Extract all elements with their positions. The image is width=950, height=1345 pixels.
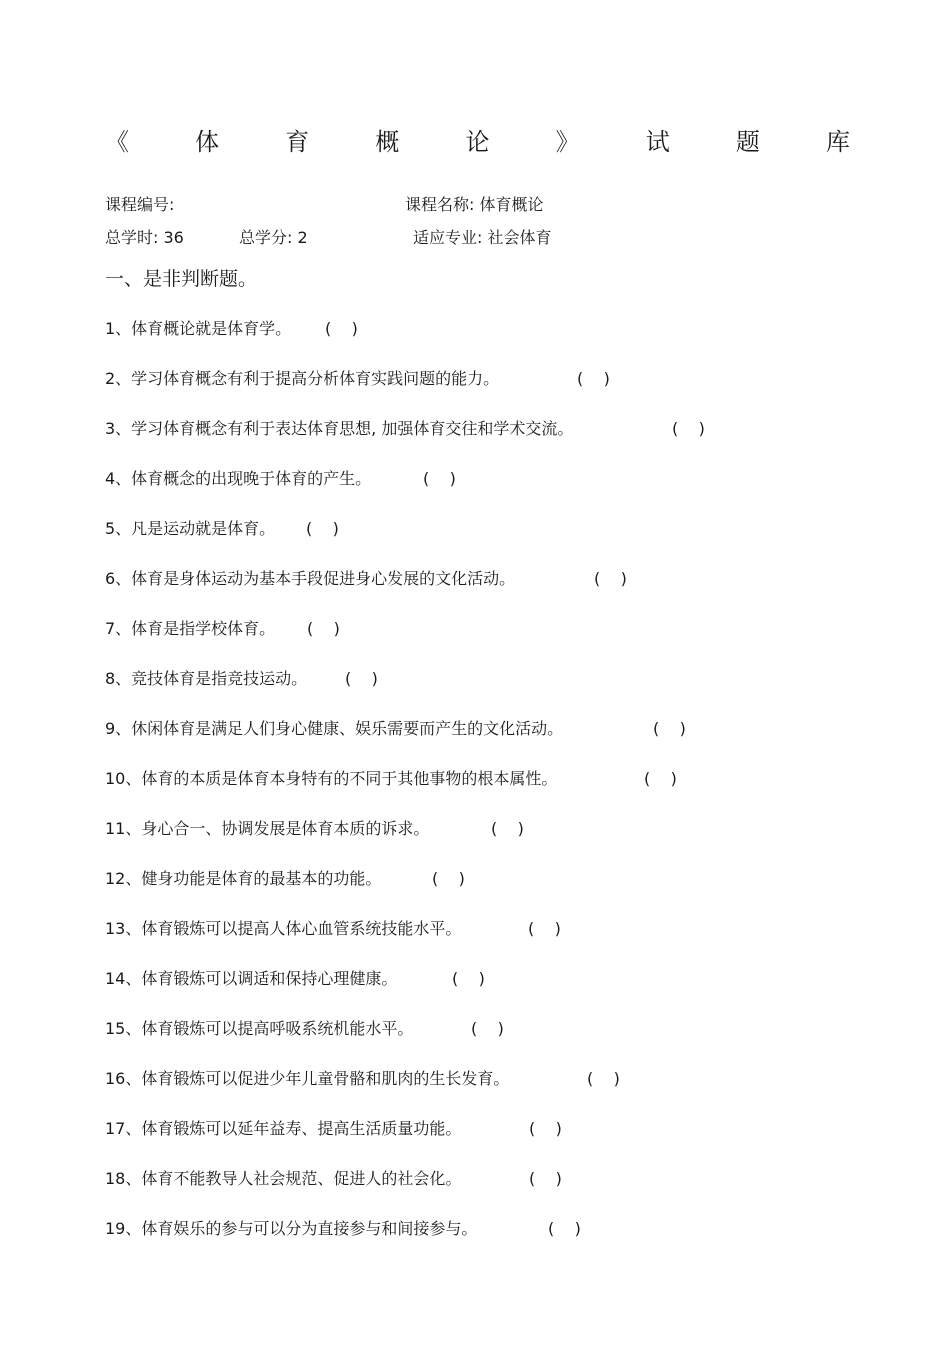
applicable-major: 适应专业: 社会体育 xyxy=(413,228,552,247)
question-text: 16、体育锻炼可以促进少年儿童骨骼和肌肉的生长发育。 xyxy=(105,1069,510,1088)
total-hours: 总学时: 36 xyxy=(105,228,184,247)
question-text: 8、竞技体育是指竞技运动。 xyxy=(105,669,308,688)
question-item xyxy=(105,618,340,640)
title-char: 《 xyxy=(105,128,129,156)
question-text: 19、体育娱乐的参与可以分为直接参与和间接参与。 xyxy=(105,1219,478,1238)
question-item xyxy=(105,1168,562,1190)
answer-blank[interactable]: ( ) xyxy=(325,319,358,338)
answer-blank[interactable]: ( ) xyxy=(306,519,339,538)
title-char: 体 xyxy=(195,128,220,156)
answer-blank[interactable]: ( ) xyxy=(307,619,340,638)
question-text: 3、学习体育概念有利于表达体育思想, 加强体育交往和学术交流。 xyxy=(105,419,574,438)
answer-blank[interactable]: ( ) xyxy=(528,919,561,938)
question-text: 10、体育的本质是体育本身特有的不同于其他事物的根本属性。 xyxy=(105,769,558,788)
question-item xyxy=(105,918,561,940)
answer-blank[interactable]: ( ) xyxy=(587,1069,620,1088)
question-item xyxy=(105,1018,504,1040)
question-item xyxy=(105,718,686,740)
title-char: 》 xyxy=(555,128,580,156)
question-text: 5、凡是运动就是体育。 xyxy=(105,519,276,538)
answer-blank[interactable]: ( ) xyxy=(529,1119,562,1138)
question-text: 13、体育锻炼可以提高人体心血管系统技能水平。 xyxy=(105,919,462,938)
question-text: 11、身心合一、协调发展是体育本质的诉求。 xyxy=(105,819,430,838)
question-text: 4、体育概念的出现晚于体育的产生。 xyxy=(105,469,372,488)
title-char: 育 xyxy=(285,128,310,156)
answer-blank[interactable]: ( ) xyxy=(672,419,705,438)
question-text: 7、体育是指学校体育。 xyxy=(105,619,276,638)
title-char: 论 xyxy=(465,128,490,156)
question-text: 6、体育是身体运动为基本手段促进身心发展的文化活动。 xyxy=(105,569,516,588)
title-char: 题 xyxy=(735,128,760,156)
question-item xyxy=(105,368,610,390)
question-item xyxy=(105,418,705,440)
answer-blank[interactable]: ( ) xyxy=(548,1219,581,1238)
question-item xyxy=(105,968,485,990)
question-item xyxy=(105,1068,620,1090)
question-text: 1、体育概论就是体育学。 xyxy=(105,319,292,338)
title-char: 试 xyxy=(645,128,670,156)
total-credits: 总学分: 2 xyxy=(239,228,308,247)
document-title xyxy=(105,124,850,160)
answer-blank[interactable]: ( ) xyxy=(644,769,677,788)
answer-blank[interactable]: ( ) xyxy=(432,869,465,888)
question-item xyxy=(105,768,677,790)
question-item xyxy=(105,1118,562,1140)
answer-blank[interactable]: ( ) xyxy=(529,1169,562,1188)
answer-blank[interactable]: ( ) xyxy=(345,669,378,688)
question-text: 12、健身功能是体育的最基本的功能。 xyxy=(105,869,382,888)
question-text: 2、学习体育概念有利于提高分析体育实践问题的能力。 xyxy=(105,369,500,388)
question-item xyxy=(105,468,456,490)
question-item xyxy=(105,568,627,590)
question-text: 18、体育不能教导人社会规范、促进人的社会化。 xyxy=(105,1169,462,1188)
course-name: 课程名称: 体育概论 xyxy=(405,195,544,214)
course-code-label: 课程编号: xyxy=(105,195,175,214)
question-item xyxy=(105,1218,581,1240)
title-char: 库 xyxy=(826,128,850,156)
answer-blank[interactable]: ( ) xyxy=(423,469,456,488)
question-item xyxy=(105,668,378,690)
question-text: 9、休闲体育是满足人们身心健康、娱乐需要而产生的文化活动。 xyxy=(105,719,564,738)
question-text: 15、体育锻炼可以提高呼吸系统机能水平。 xyxy=(105,1019,414,1038)
answer-blank[interactable]: ( ) xyxy=(653,719,686,738)
answer-blank[interactable]: ( ) xyxy=(452,969,485,988)
answer-blank[interactable]: ( ) xyxy=(577,369,610,388)
section-heading: 一、是非判断题。 xyxy=(105,268,258,290)
question-text: 14、体育锻炼可以调适和保持心理健康。 xyxy=(105,969,398,988)
question-item xyxy=(105,818,524,840)
answer-blank[interactable]: ( ) xyxy=(594,569,627,588)
question-item xyxy=(105,318,358,340)
answer-blank[interactable]: ( ) xyxy=(491,819,524,838)
question-text: 17、体育锻炼可以延年益寿、提高生活质量功能。 xyxy=(105,1119,462,1138)
title-char: 概 xyxy=(375,128,400,156)
question-item xyxy=(105,868,465,890)
answer-blank[interactable]: ( ) xyxy=(471,1019,504,1038)
question-item xyxy=(105,518,339,540)
